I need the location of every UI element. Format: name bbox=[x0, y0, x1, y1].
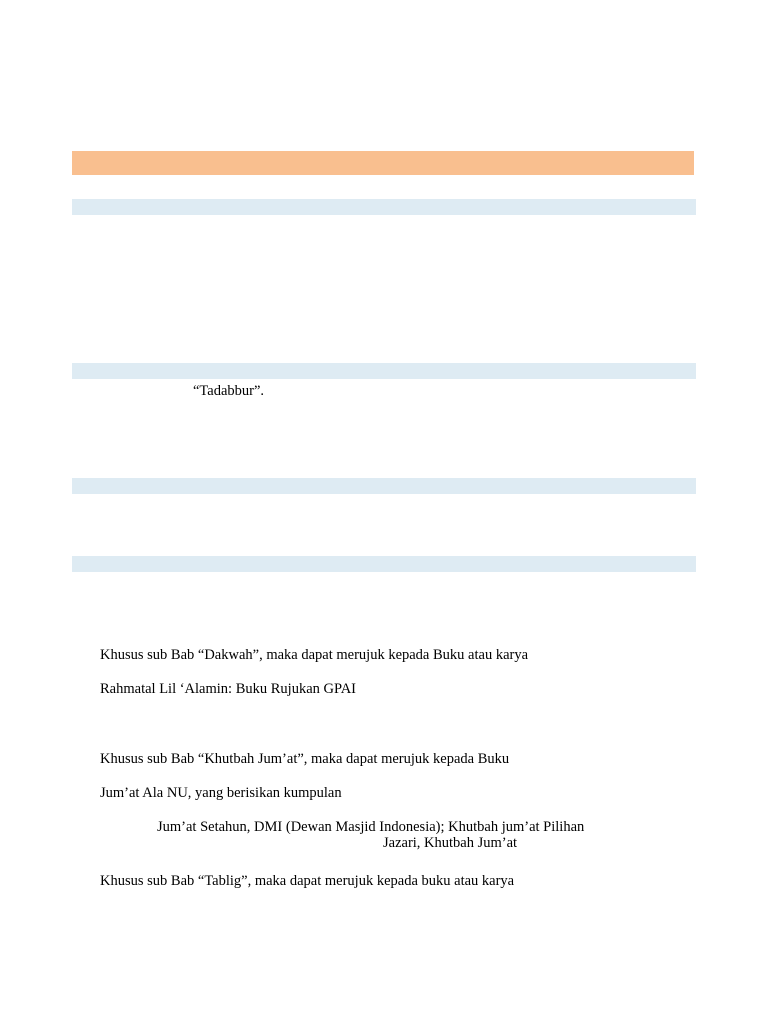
khutbah-reference-line-3: Jum’at Setahun, DMI (Dewan Masjid Indonesia); Khutbah jum’at Pilihan bbox=[157, 819, 585, 835]
section-band-3 bbox=[72, 478, 696, 494]
section-band-2 bbox=[72, 363, 696, 379]
heading-band bbox=[72, 151, 694, 175]
tadabbur-text: “Tadabbur”. bbox=[193, 383, 265, 399]
khutbah-reference-line-2: Jum’at Ala NU, yang berisikan kumpulan bbox=[100, 785, 342, 801]
dakwah-reference-line-2: Rahmatal Lil ‘Alamin: Buku Rujukan GPAI bbox=[100, 681, 357, 697]
section-band-1 bbox=[72, 199, 696, 215]
khutbah-reference-line-1: Khusus sub Bab “Khutbah Jum’at”, maka dapat merujuk kepada Buku bbox=[100, 751, 510, 767]
khutbah-reference-line-4: Jazari, Khutbah Jum’at bbox=[383, 835, 518, 851]
tablig-reference-line-1: Khusus sub Bab “Tablig”, maka dapat merujuk kepada buku atau karya bbox=[100, 873, 515, 889]
dakwah-reference-line-1: Khusus sub Bab “Dakwah”, maka dapat merujuk kepada Buku atau karya bbox=[100, 647, 529, 663]
section-band-4 bbox=[72, 556, 696, 572]
